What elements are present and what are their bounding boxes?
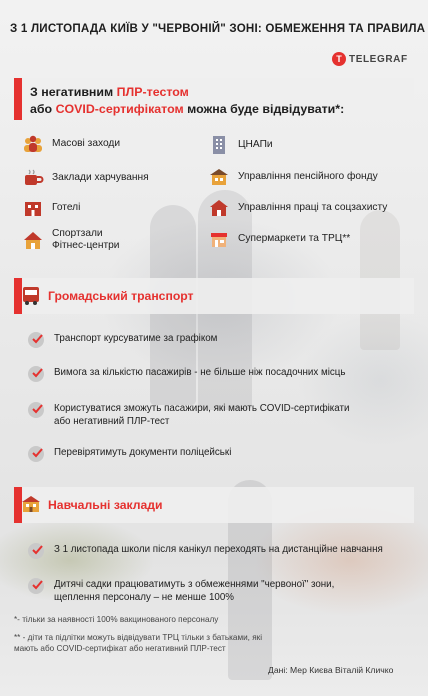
hotel-icon <box>22 197 44 219</box>
pension-fund-icon <box>208 166 230 188</box>
logo-text: TELEGRAF <box>349 53 408 65</box>
venue-label: Супермаркети та ТРЦ** <box>238 233 351 244</box>
checkmark-icon <box>28 366 44 382</box>
venue-cnap <box>208 134 273 156</box>
transport-item <box>28 402 350 428</box>
venue-label: Управління праці та соцзахисту <box>238 202 388 213</box>
intro-heading: З негативним ПЛР-тестом або COVID-сертифікатом можна буде відвідувати*: <box>30 85 345 116</box>
transport-item <box>28 332 217 348</box>
bullet-text: Вимога за кількістю пасажирів - не більше ніж посадочних місць <box>54 367 346 378</box>
shop-icon <box>208 228 230 250</box>
bullet-text: Дитячі садки працюватимуть з обмеженнями "червоної" зони, щеплення персоналу – не менше 100% <box>54 579 335 603</box>
bullet-text: Користуватися зможуть пасажири, які мають COVID-сертифікати або негативний ПЛР-тест <box>54 403 350 427</box>
bullet-text: Перевірятимуть документи поліцейські <box>54 447 232 458</box>
transport-item <box>28 446 231 462</box>
telegraf-logo <box>332 52 408 66</box>
source-credit: Дані: Мер Києва Віталій Кличко <box>268 665 394 675</box>
checkmark-icon <box>28 543 44 559</box>
education-title: Навчальні заклади <box>48 498 163 512</box>
venue-label: Готелі <box>52 202 81 213</box>
venue-hotels <box>22 197 80 219</box>
venue-mass-events <box>22 133 120 155</box>
venue-label: Заклади харчування <box>52 172 149 183</box>
footnote: ** - діти та підлітки можуть відвідувати ТРЦ тільки з батьками, які мають або COVID-сертифікат або негативний ПЛР-тест <box>14 633 263 653</box>
gym-icon <box>22 229 44 251</box>
venue-label: Спортзали Фітнес-центри <box>52 228 120 251</box>
crowd-icon <box>22 133 44 155</box>
checkmark-icon <box>28 402 44 418</box>
venue-pension <box>208 166 378 188</box>
social-office-icon <box>208 197 230 219</box>
checkmark-icon <box>28 332 44 348</box>
checkmark-icon <box>28 578 44 594</box>
bullet-text: Транспорт курсуватиме за графіком <box>54 333 218 344</box>
coffee-cup-icon <box>22 167 44 189</box>
office-building-icon <box>208 134 230 156</box>
venue-label: Управління пенсійного фонду <box>238 171 378 182</box>
venue-food <box>22 167 149 189</box>
education-item <box>28 578 334 604</box>
footnote: *- тільки за наявності 100% вакцинованого персоналу <box>14 615 219 624</box>
venue-shops <box>208 228 350 250</box>
education-item <box>28 543 383 559</box>
venue-gyms <box>22 227 120 253</box>
logo-mark: T <box>332 52 346 66</box>
checkmark-icon <box>28 446 44 462</box>
page-title: З 1 ЛИСТОПАДА КИЇВ У "ЧЕРВОНІЙ" ЗОНІ: ОБМЕЖЕННЯ ТА ПРАВИЛА <box>10 22 426 35</box>
transport-title: Громадський транспорт <box>48 289 194 303</box>
transport-item <box>28 366 346 382</box>
venue-social <box>208 197 387 219</box>
bullet-text: З 1 листопада школи після канікул переходять на дистанційне навчання <box>54 544 383 555</box>
header <box>0 0 428 70</box>
band-accent <box>14 78 22 120</box>
bus-icon <box>20 285 42 307</box>
venue-label: ЦНАПи <box>238 139 273 150</box>
school-icon <box>20 493 42 515</box>
venue-label: Масові заходи <box>52 138 121 149</box>
